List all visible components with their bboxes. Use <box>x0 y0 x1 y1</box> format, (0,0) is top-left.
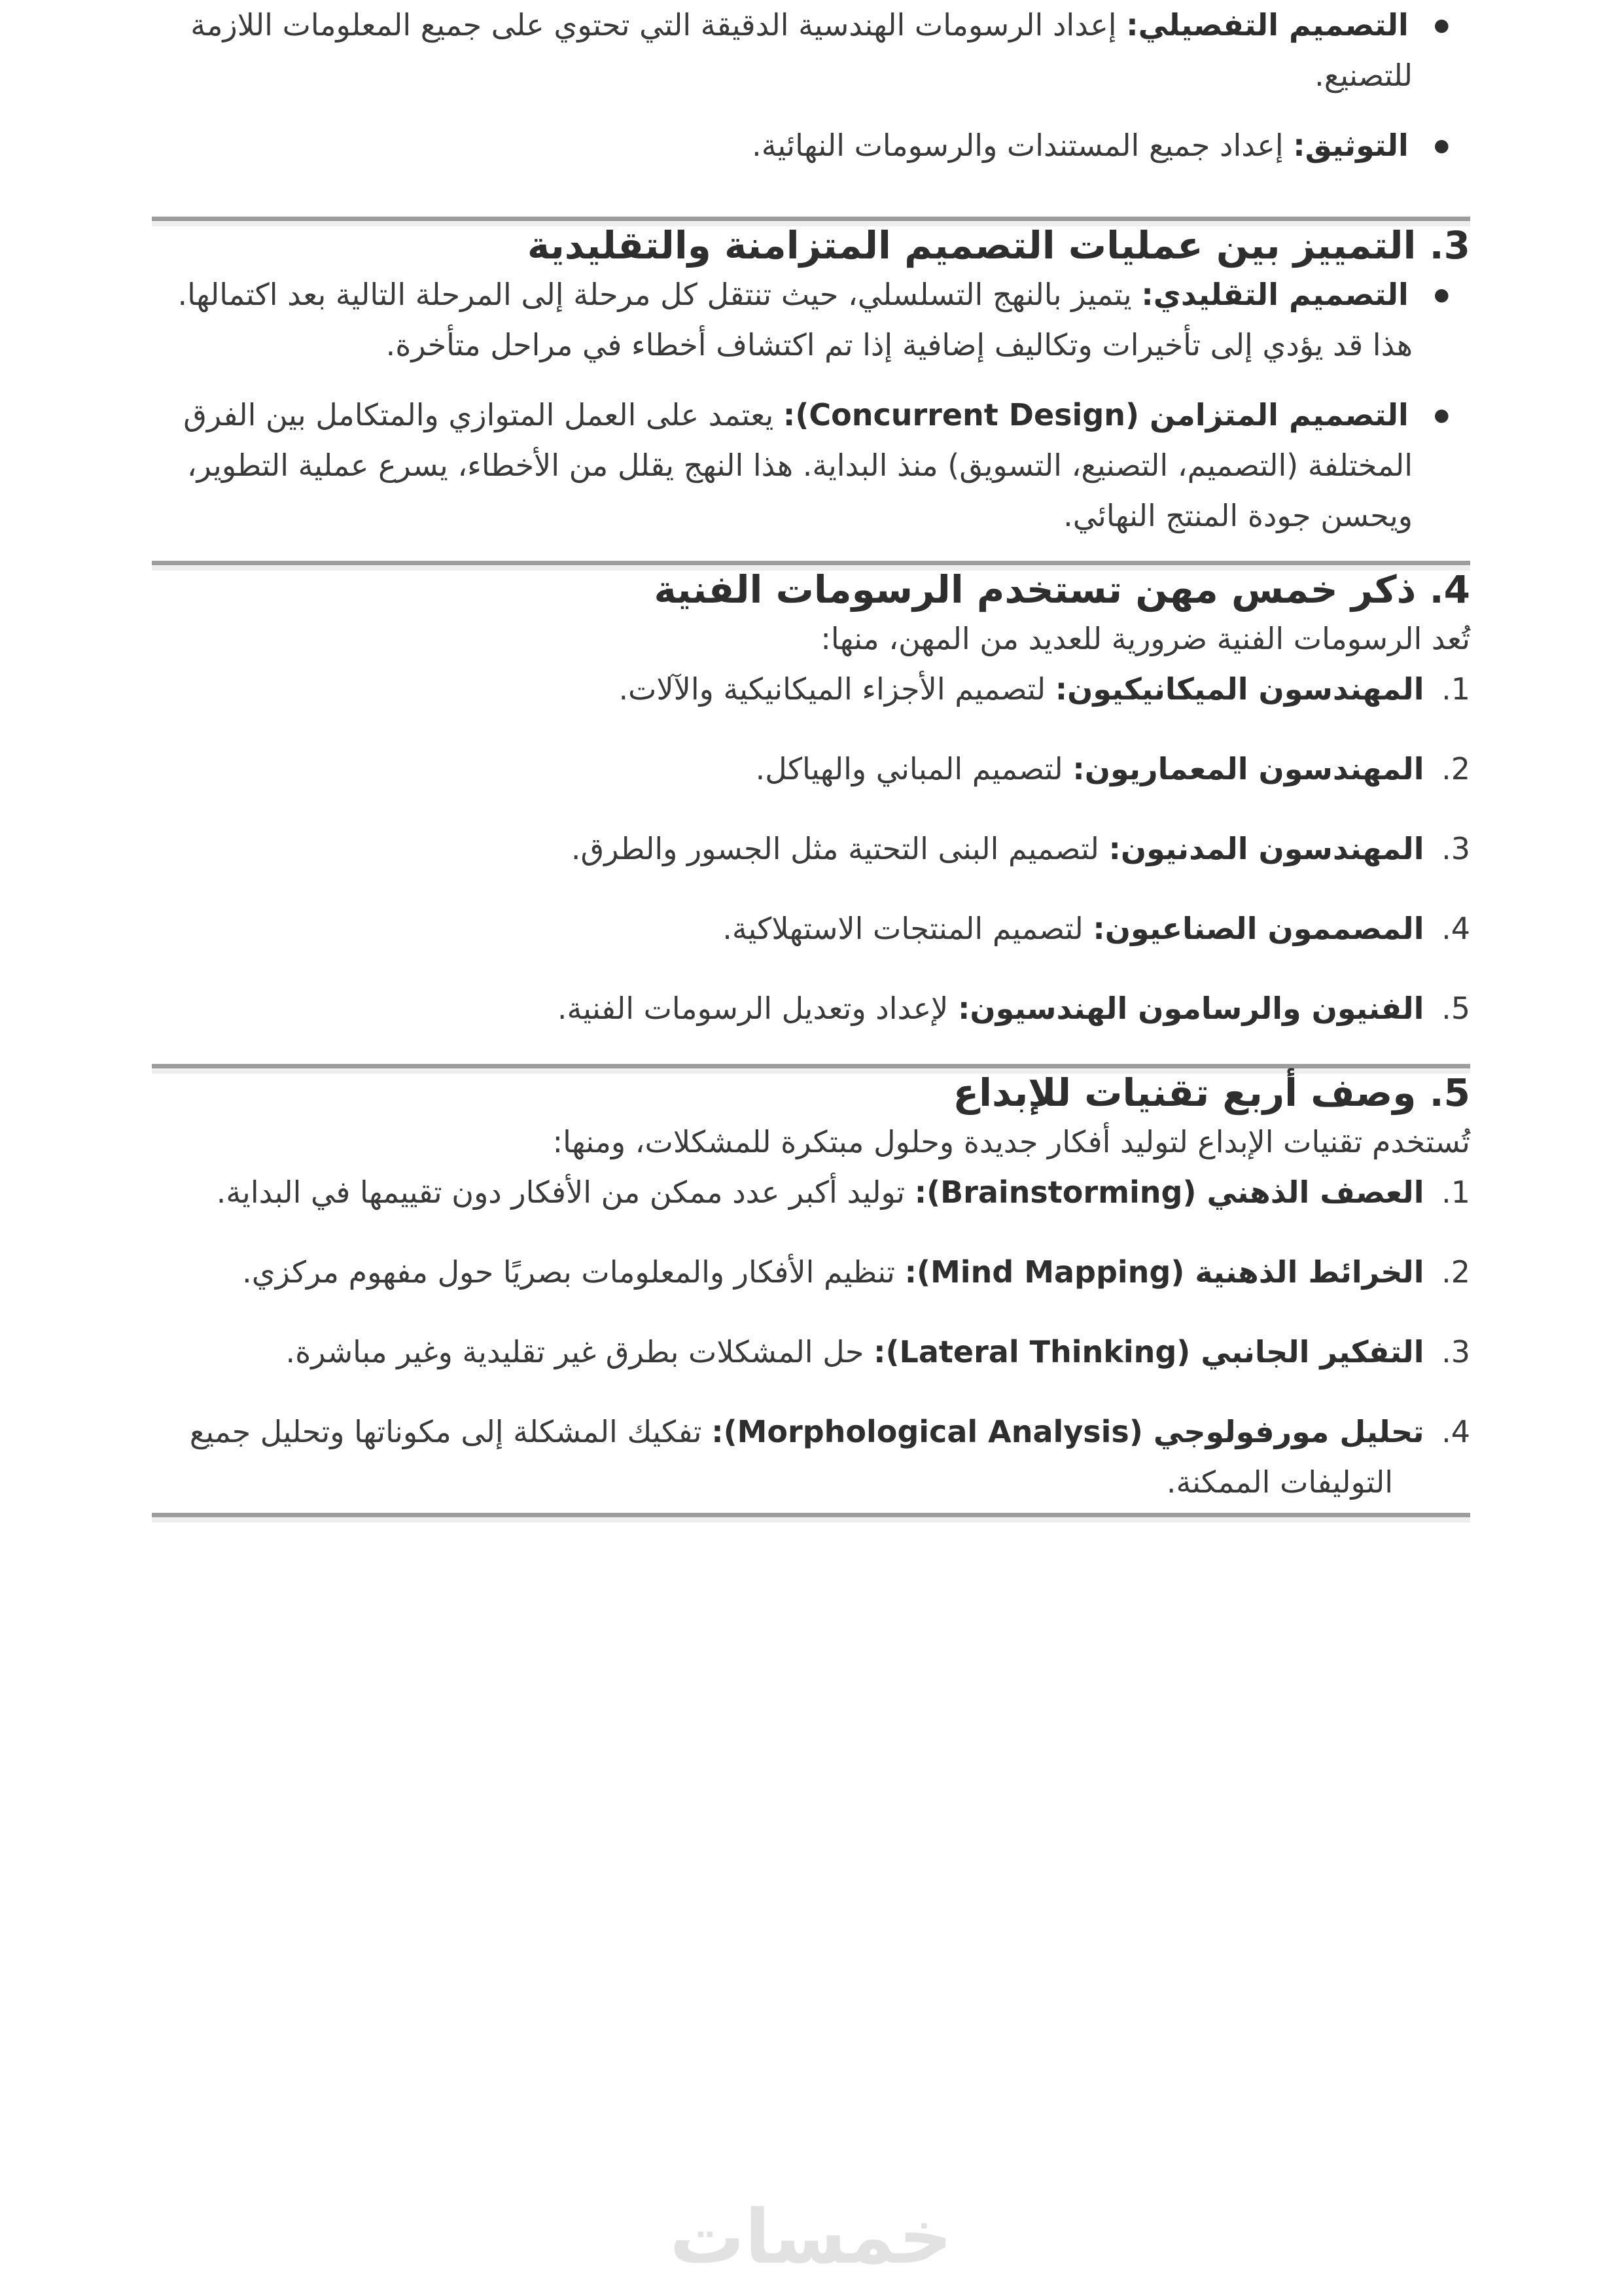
item-label: المهندسون المعماريون: <box>1072 751 1424 786</box>
item-text: إعداد الرسومات الهندسية الدقيقة التي تحتوي على جميع المعلومات اللازمة للتصنيع. <box>190 7 1413 93</box>
list-item <box>152 1247 1470 1298</box>
professions-numbered-list <box>152 664 1470 1034</box>
item-text: لتصميم المباني والهياكل. <box>755 751 1063 786</box>
item-text: لإعداد وتعديل الرسومات الفنية. <box>557 991 949 1026</box>
item-text: حل المشكلات بطرق غير تقليدية وغير مباشرة. <box>285 1334 864 1369</box>
khamsat-watermark-logo: خمسات <box>669 2193 953 2280</box>
list-item <box>152 1167 1470 1218</box>
list-item <box>152 744 1470 794</box>
list-item <box>152 1327 1470 1377</box>
item-label: المصممون الصناعيون: <box>1093 911 1424 946</box>
item-text: تفكيك المشكلة إلى مكوناتها وتحليل جميع التوليفات الممكنة. <box>189 1414 1393 1500</box>
section-divider <box>152 217 1470 221</box>
item-number: 2. <box>1441 751 1470 786</box>
item-label: التوثيق: <box>1293 128 1409 163</box>
list-item <box>152 0 1470 101</box>
item-label: التصميم التفصيلي: <box>1126 7 1409 43</box>
item-text: لتصميم المنتجات الاستهلاكية. <box>722 911 1084 946</box>
item-text: يتميز بالنهج التسلسلي، حيث تنتقل كل مرحلة إلى المرحلة التالية بعد اكتمالها. هذا قد يؤدي إلى تأخيرات وتكاليف إضافية إذا تم اكتشاف أخطاء في مراحل متأخرة. <box>177 277 1413 362</box>
item-text: يعتمد على العمل المتوازي والمتكامل بين الفرق المختلفة (التصميم، التصنيع، التسويق) منذ البداية. هذا النهج يقلل من الأخطاء، يسرع عملية التطوير، ويحسن جودة المنتج النهائي. <box>183 397 1413 533</box>
item-number: 4. <box>1441 1414 1470 1449</box>
item-text: لتصميم البنى التحتية مثل الجسور والطرق. <box>571 831 1099 866</box>
item-number: 3. <box>1441 831 1470 866</box>
item-label: التصميم المتزامن (Concurrent Design): <box>783 397 1409 433</box>
item-label: المهندسون الميكانيكيون: <box>1055 671 1424 707</box>
list-item <box>152 1407 1470 1508</box>
item-label: التفكير الجانبي (Lateral Thinking): <box>873 1334 1424 1369</box>
list-item <box>152 120 1470 171</box>
section-divider <box>152 1513 1470 1517</box>
item-text: تنظيم الأفكار والمعلومات بصريًا حول مفهوم مركزي. <box>242 1254 895 1290</box>
item-label: التصميم التقليدي: <box>1141 277 1409 312</box>
list-item <box>152 270 1470 370</box>
list-item <box>152 824 1470 874</box>
bullet-icon: ● <box>1434 15 1449 35</box>
design-stages-bullet-list <box>152 0 1470 171</box>
item-text: لتصميم الأجزاء الميكانيكية والآلات. <box>618 671 1046 707</box>
section-3-bullet-list <box>152 270 1470 541</box>
bullet-icon: ● <box>1434 285 1449 305</box>
item-label: تحليل مورفولوجي (Morphological Analysis): <box>711 1414 1424 1449</box>
item-text: توليد أكبر عدد ممكن من الأفكار دون تقييمها في البداية. <box>216 1174 906 1210</box>
item-number: 5. <box>1441 991 1470 1026</box>
item-label: المهندسون المدنيون: <box>1108 831 1424 866</box>
item-number: 4. <box>1441 911 1470 946</box>
item-label: الخرائط الذهنية (Mind Mapping): <box>904 1254 1424 1290</box>
section-3-title: 3. التمييز بين عمليات التصميم المتزامنة والتقليدية <box>527 223 1470 268</box>
section-divider <box>152 1064 1470 1069</box>
section-4-intro: تُعد الرسومات الفنية ضرورية للعديد من المهن، منها: <box>820 621 1470 656</box>
list-item <box>152 664 1470 715</box>
item-number: 2. <box>1441 1254 1470 1290</box>
item-text: إعداد جميع المستندات والرسومات النهائية. <box>752 128 1284 163</box>
section-4-title: 4. ذكر خمس مهن تستخدم الرسومات الفنية <box>654 567 1470 612</box>
bullet-icon: ● <box>1434 405 1449 425</box>
list-item <box>152 983 1470 1034</box>
item-number: 3. <box>1441 1334 1470 1369</box>
section-divider <box>152 561 1470 565</box>
creativity-techniques-numbered-list <box>152 1167 1470 1508</box>
item-number: 1. <box>1441 1174 1470 1210</box>
item-label: العصف الذهني (Brainstorming): <box>914 1174 1424 1210</box>
section-5-title: 5. وصف أربع تقنيات للإبداع <box>953 1070 1470 1115</box>
list-item <box>152 904 1470 954</box>
section-5-intro: تُستخدم تقنيات الإبداع لتوليد أفكار جديدة وحلول مبتكرة للمشكلات، ومنها: <box>552 1124 1470 1159</box>
list-item <box>152 390 1470 541</box>
bullet-icon: ● <box>1434 135 1449 156</box>
item-label: الفنيون والرسامون الهندسيون: <box>958 991 1424 1026</box>
item-number: 1. <box>1441 671 1470 707</box>
